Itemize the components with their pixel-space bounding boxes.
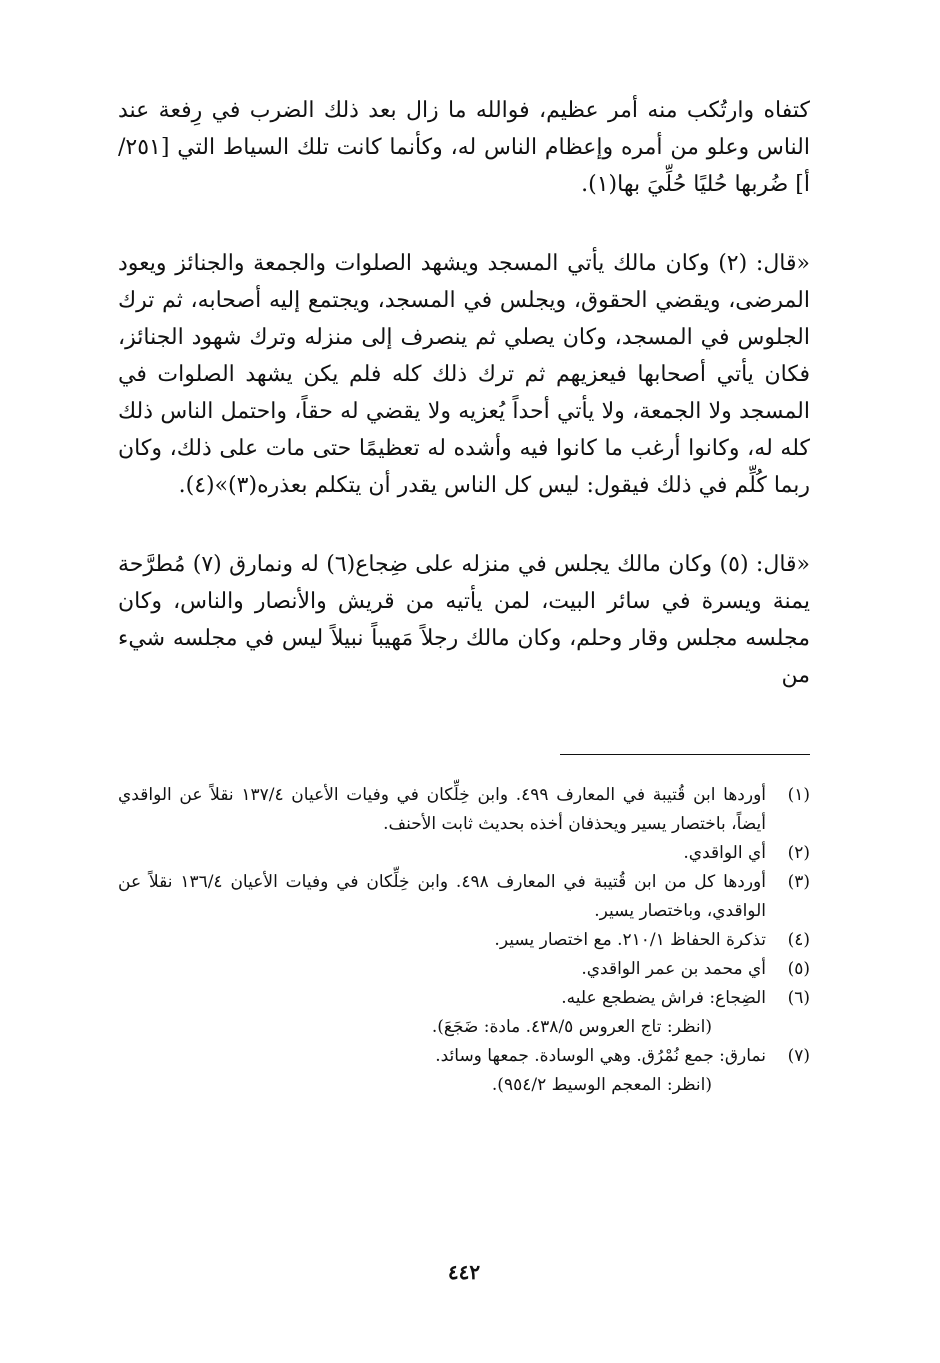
footnote-text: أي محمد بن عمر الواقدي. <box>581 959 766 979</box>
main-text <box>118 92 810 694</box>
page-number: ٤٤٢ <box>447 1260 481 1284</box>
footnote-text: نمارق: جمع نُمْرُق. وهي الوسادة. جمعها وسائد. <box>435 1046 766 1066</box>
footnote-7-reference: (انظر: المعجم الوسيط ٩٥٤/٢). <box>491 1075 712 1095</box>
footnote-text: تذكرة الحفاظ ٢١٠/١. مع اختصار يسير. <box>494 930 766 950</box>
footnote-7 <box>118 1042 810 1071</box>
footnote-1 <box>118 781 810 839</box>
footnote-number: (٤) <box>787 930 810 950</box>
footnote-number: (٧) <box>787 1046 810 1066</box>
paragraph-1: كتفاه وارتُكب منه أمر عظيم، فوالله ما زال بعد ذلك الضرب في رِفعة عند الناس وعلو من أمره وإعظام الناس له، وكأنما كانت تلك السياط التي [٢٥١/أ] ضُربها حُليًا حُلِّيَ بها(١). <box>118 98 810 197</box>
footnote-number: (٦) <box>787 988 810 1008</box>
footnote-text: أوردها كل من ابن قُتيبة في المعارف ٤٩٨. وابن خِلِّكان في وفيات الأعيان ١٣٦/٤ نقلاً عن الواقدي، وباختصار يسير. <box>118 872 766 921</box>
footnote-number: (٢) <box>787 843 810 863</box>
footnote-text: أوردها ابن قُتيبة في المعارف ٤٩٩. وابن خِلِّكان في وفيات الأعيان ١٣٧/٤ نقلاً عن الواقدي أيضاً، باختصار يسير ويحذفان أخذه بحديث ثابت الأحنف. <box>118 785 766 834</box>
footnote-6-reference: (انظر: تاج العروس ٤٣٨/٥. مادة: ضَجَعَ). <box>431 1017 712 1037</box>
footnote-text: أي الواقدي. <box>683 843 766 863</box>
footnote-number: (٣) <box>787 872 810 892</box>
footnote-divider <box>560 754 810 755</box>
footnote-number: (٥) <box>787 959 810 979</box>
paragraph-3: «قال: (٥) وكان مالك يجلس في منزله على ضِجاع(٦) له ونمارق (٧) مُطرَّحة يمنة ويسرة في سائر البيت، لمن يأتيه من قريش والأنصار والناس، وكان مجلسه مجلس وقار وحلم، وكان مالك رجلاً مَهيباً نبيلاً ليس في مجلسه شيء من <box>118 552 810 688</box>
footnote-number: (١) <box>787 785 810 805</box>
footnote-2 <box>118 839 810 868</box>
footnote-6 <box>118 984 810 1013</box>
footnote-4 <box>118 926 810 955</box>
footnotes <box>118 781 810 1100</box>
footnote-text: الضِجاع: فراش يضطجع عليه. <box>561 988 766 1008</box>
footnote-5 <box>118 955 810 984</box>
paragraph-2: «قال: (٢) وكان مالك يأتي المسجد ويشهد الصلوات والجمعة والجنائز ويعود المرضى، ويقضي الحقوق، ويجلس في المسجد، ويجتمع إليه أصحابه، ثم ترك الجلوس في المسجد، وكان يصلي ثم ينصرف إلى منزله وترك شهود الجنائز، فكان يأتي أصحابها فيعزيهم ثم ترك ذلك كله فلم يكن يشهد الصلوات في المسجد ولا الجمعة، ولا يأتي أحداً يُعزيه ولا يقضي له حقاً، واحتمل الناس ذلك كله له، وكانوا أرغب ما كانوا فيه وأشده له تعظيمًا حتى مات على ذلك، وكان ربما كُلِّم في ذلك فيقول: ليس كل الناس يقدر أن يتكلم بعذره(٣)»(٤). <box>118 251 810 498</box>
footnote-3 <box>118 868 810 926</box>
book-page <box>118 92 810 1312</box>
